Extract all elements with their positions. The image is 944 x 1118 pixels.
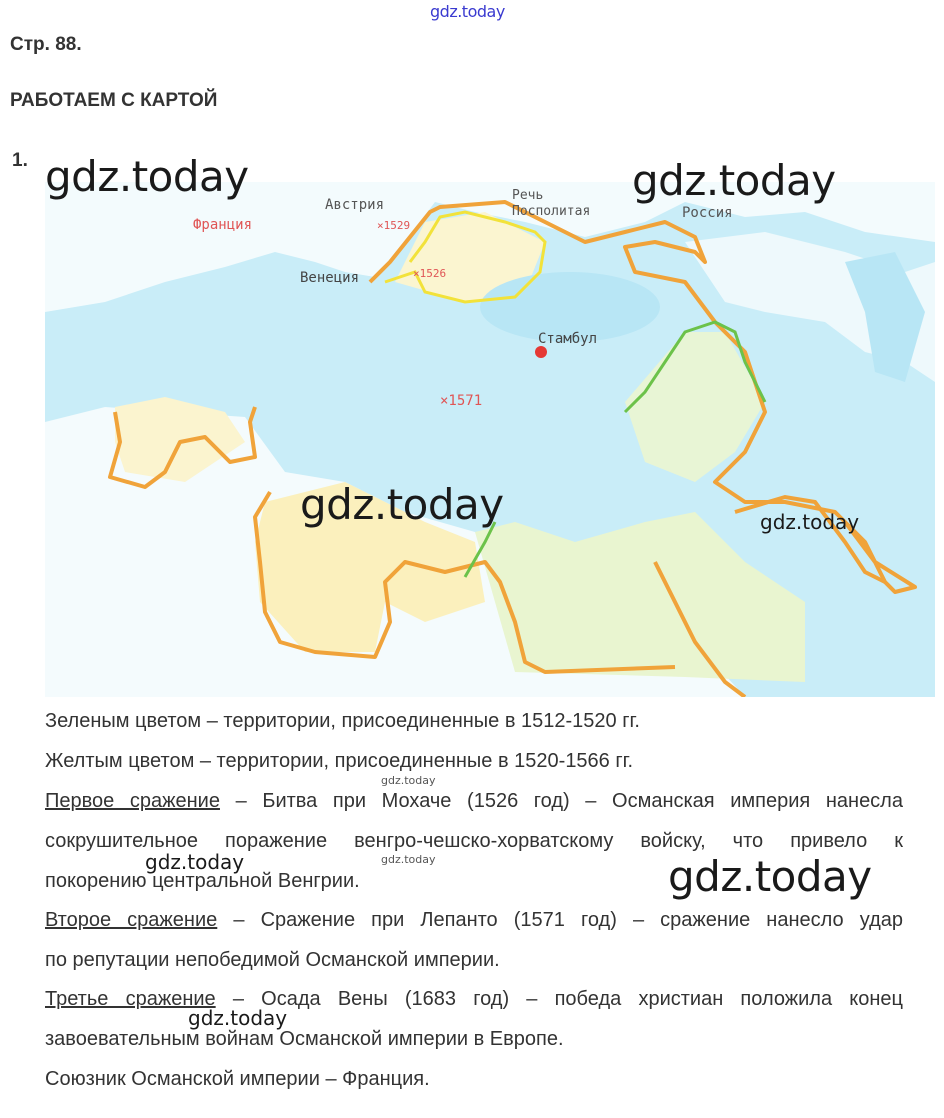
label-venice: Венеция	[300, 270, 360, 286]
watermark-map-right: gdz.today	[632, 156, 836, 205]
second-battle-text-2: по репутации непобедимой Османской империи.	[45, 949, 500, 971]
label-battle-1526: ×1526	[413, 267, 447, 280]
third-battle-text-1: – Осада Вены (1683 год) – победа христиан положила конец	[215, 988, 903, 1010]
second-battle-text-1: – Сражение при Лепанто (1571 год) – сражение нанесло удар	[217, 909, 903, 931]
answer-third-battle	[45, 979, 903, 1059]
label-rzeczpospolita-2: Посполитая	[512, 204, 591, 219]
answer-second-battle	[45, 900, 903, 980]
watermark-map-left: gdz.today	[45, 152, 249, 201]
answer-ally: Союзник Османской империи – Франция.	[45, 1068, 430, 1090]
watermark-text-big: gdz.today	[668, 852, 872, 901]
label-istanbul: Стамбул	[538, 331, 598, 347]
first-battle-text-2: сокрушительное поражение венгро-чешско-хорватскому войску, что привело к	[45, 830, 903, 852]
watermark-map-center: gdz.today	[300, 480, 504, 529]
label-austria: Австрия	[325, 197, 385, 213]
watermark-map-small: gdz.today	[760, 510, 860, 534]
watermark-top: gdz.today	[430, 2, 505, 21]
second-battle-label: Второе сражение	[45, 909, 218, 931]
watermark-text-small-2: gdz.today	[381, 853, 436, 866]
label-rzeczpospolita-1: Речь	[512, 188, 544, 203]
first-battle-text-1: – Битва при Мохаче (1526 год) – Османская империя нанесла	[219, 790, 903, 812]
label-france: Франция	[193, 217, 253, 233]
page-number: Стр. 88.	[10, 34, 82, 55]
istanbul-marker	[535, 346, 547, 358]
label-battle-1571: ×1571	[440, 393, 483, 409]
watermark-text-left: gdz.today	[145, 850, 245, 874]
label-russia: Россия	[682, 205, 733, 221]
section-heading: РАБОТАЕМ С КАРТОЙ	[10, 90, 218, 111]
ottoman-empire-map	[45, 182, 935, 697]
task-number: 1.	[12, 150, 28, 171]
watermark-text-small-1: gdz.today	[381, 774, 436, 787]
first-battle-text-3: покорению центральной Венгрии.	[45, 870, 360, 892]
first-battle-label: Первое сражение	[45, 790, 220, 812]
label-battle-1529: ×1529	[377, 219, 411, 232]
answer-green: Зеленым цветом – территории, присоединенные в 1512-1520 гг.	[45, 710, 640, 732]
answer-yellow: Желтым цветом – территории, присоединенные в 1520-1566 гг.	[45, 750, 634, 772]
third-battle-label: Третье сражение	[45, 988, 216, 1010]
watermark-text-bottom: gdz.today	[188, 1006, 288, 1030]
third-battle-text-2: завоевательным войнам Османской империи в Европе.	[45, 1028, 564, 1050]
